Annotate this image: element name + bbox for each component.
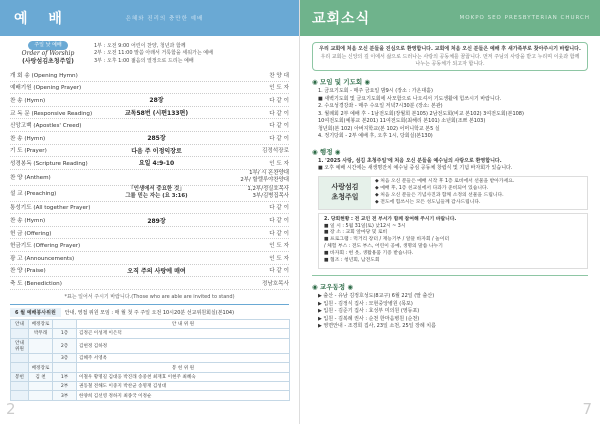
item-leader: 다 같 이 [269, 97, 289, 104]
news-line: 2. 수요성경강좌 - 매주 수요일 저녁7시30분 (장소: 본관) [318, 103, 443, 110]
item-leader: 다 같 이 [269, 268, 289, 275]
cell: 안내위원 [11, 338, 29, 353]
volunteer-desc: 안내, 영접 위원 모임 : 매 월 첫 주 주일 오전 10시20분 선교위원회실(본104) [64, 309, 235, 316]
item-name: 교 독 문 (Responsive Reading) [10, 110, 93, 117]
cell: 안 내 위 원 [77, 319, 290, 328]
campaign-line: ◆ 처음 오신 분들은 예배 시작 후 1층 로비에서 선물을 받아가세요. [375, 178, 515, 184]
cell: 2층 [53, 338, 77, 353]
news-line: ▶ 입원 - 김복례 권사 : 순천 한마음병원 (순천) [318, 315, 420, 322]
cell: 1층 [53, 329, 77, 338]
item-name: 통성기도 (All together Prayer) [10, 205, 91, 212]
item-detail: 285장 [147, 135, 166, 143]
cell [29, 391, 53, 400]
bazaar-line: ■ 장 소 : 교회 앞마당 및 로비 [324, 230, 388, 236]
news-line: 3. 월례회 2부 예배 후 - 1남전도회(장월희 본105) 2남전도회(비교 본102) 3여전도회(본108) [318, 110, 524, 117]
service-times [86, 41, 289, 66]
item-detail: 요일 4:9-10 [138, 160, 175, 168]
item-leader: 1,2부/정실호목사 3부/김병집목사 [247, 186, 289, 200]
worship-row [10, 170, 289, 186]
volunteer-table [10, 319, 290, 401]
worship-row [10, 107, 289, 120]
cell: 이철우 황명길 김대웅 박진래 송중천 최재효 이현주 최혜숙 [77, 372, 290, 381]
news-line: ▶ 영면안내 - 조경희 집사, 23일 소천, 25일 장례 치름 [318, 323, 436, 330]
cell [53, 363, 77, 372]
item-name: 찬 양 (Anthem) [10, 175, 51, 182]
order-tag: 주일 낮 예배 [28, 41, 67, 50]
item-leader: 김정석장로 [261, 148, 289, 155]
cell [29, 353, 53, 362]
section-divider [312, 275, 588, 276]
welcome-box [312, 42, 588, 71]
worship-row [10, 119, 289, 132]
item-name: 찬 송 (Hymn) [10, 97, 46, 104]
section-title: ◉ 교우동정 ◉ [312, 283, 353, 292]
item-detail: 28장 [149, 97, 164, 105]
item-leader: 인 도 자 [269, 160, 289, 167]
worship-row [10, 132, 289, 145]
news-line: 1. '2025 사랑, 섬김 초청주일'에 처음 오신 분들을 예수님의 사랑으로 환영합니다. [318, 157, 502, 164]
news-line: ■ 새벽기도회 및 금요기도회에 사모함으로 나오셔서 기도생활에 힘쓰시기 바랍니다. [318, 95, 502, 102]
admin-section [312, 147, 588, 269]
bazaar-line: ■ 협조 : 청년회, 남전도회 [324, 258, 380, 264]
cell: 봉 헌 위 원 [77, 363, 290, 372]
cell: 한양희 김선영 정하지 최종국 이정순 [77, 391, 290, 400]
cell: 3부 [53, 391, 77, 400]
cell: 배정장로 [29, 363, 53, 372]
worship-row [10, 277, 289, 290]
sermon-title: 「인생에서 중요한 것」 그를 믿는 자는 (요 3:16) [125, 186, 188, 200]
worship-row [10, 202, 289, 215]
worship-row [10, 265, 289, 278]
cell [11, 391, 29, 400]
cell: 권동철 전해도 이중지 박찬균 송명재 김성대 [77, 382, 290, 391]
item-name: 예배기원 (Opening Prayer) [10, 85, 82, 92]
worship-row [10, 214, 289, 227]
cell: 배정장로 [29, 319, 53, 328]
campaign-line: ◆ 처음 오신 분들은 기념사진과 함께 소정의 선물을 드립니다. [375, 192, 504, 198]
worship-row [10, 69, 289, 82]
news-line: ▶ 출산 - 유남 김정호성도(8교구) 6월 22일 (딸 출산) [318, 293, 435, 300]
cell: 3층 [53, 353, 77, 362]
item-name: 축 도 (Benediction) [10, 281, 62, 288]
item-leader: 정남호목사 [261, 281, 289, 288]
item-leader: 다 같 이 [269, 110, 289, 117]
volunteer-header [10, 304, 289, 317]
order-box [10, 41, 86, 66]
news-line: ▶ 입원 - 김준기 집사 : 효성부 미의원 (영등포) [318, 308, 420, 315]
cell [11, 363, 29, 372]
cell [11, 329, 29, 338]
item-name: 광 고 (Announcements) [10, 255, 75, 262]
cell: 김정곤 이성재 이은덕 [77, 329, 290, 338]
item-leader: 다 같 이 [269, 218, 289, 225]
item-name: 신앙고백 (Apostles' Creed) [10, 123, 82, 130]
item-name: 성경봉독 (Scripture Reading) [10, 160, 88, 167]
section-title: ◉ 행정 ◉ [312, 147, 341, 156]
table-row [11, 353, 290, 362]
bazaar-line: ■ 바자회 : 헌 옷, 생활용품 기증 받습니다. [324, 251, 414, 257]
item-name: 개 회 송 (Opening Hymn) [10, 72, 78, 79]
service-time: 1부 : 오전 9:00 어린이 찬양, 청년과 함께 [94, 43, 186, 49]
table-row [11, 391, 290, 400]
campaign-line: ◆ 전도에 힘쓰시는 모든 성도님들께 감사드립니다. [375, 199, 481, 205]
news-line: ▶ 입원 - 김정식 집사 : 모현중앙병원 (목포) [318, 300, 413, 307]
item-leader: 다 같 이 [269, 123, 289, 130]
item-leader: 다 같 이 [269, 135, 289, 142]
table-row [11, 382, 290, 391]
campaign-line: ◆ 예배 후, 1층 친교실에서 다과가 준비되어 있습니다. [375, 185, 489, 191]
item-leader: 다 같 이 [269, 205, 289, 212]
welcome-subtext: 우리 교회는 신앙의 깊 이에서 삶으로 드러나는 사랑의 공동체를 꿈꿉니다. 먼저 주님의 사랑을 받고 누리며 이웃과 함께 나누는 공동체가 되고자 합니다. [320, 53, 580, 67]
worship-row [10, 157, 289, 170]
item-leader: 인 도 자 [269, 243, 289, 250]
cell: 2부 [53, 382, 77, 391]
item-detail: 다음 주 이정익장로 [131, 147, 182, 155]
news-line: 4. 정기당회 - 2부 예배 후, 오후 1시, 당회실(본130) [318, 133, 433, 140]
cell: 안내 [11, 319, 29, 328]
order-english: Order of Worship [21, 49, 75, 57]
cell: 김현정 김하정 [77, 338, 290, 353]
page-number: 7 [582, 400, 592, 418]
worship-header [0, 0, 299, 36]
item-leader: 다 같 이 [269, 230, 289, 237]
welcome-text: 우리 교회에 처음 오신 분들을 진심으로 환영합니다. 교회에 처음 오신 분들은 예배 후 새가족부로 찾아주시기 바랍니다. [319, 46, 581, 52]
cell: 박무래 [29, 329, 53, 338]
news-line: 10여전도회(예봉교 본201) 11여전도회(최해리 본101) 소년회(조쁘 본103) [318, 118, 486, 125]
cell [29, 382, 53, 391]
item-leader: 1부/ 시 온찬양대 2부/ 할렐루야찬양대 [240, 170, 289, 184]
service-time: 3부 : 오후 1:00 젊음의 열정으로 드리는 예배 [94, 57, 194, 64]
item-name: 찬 송 (Hymn) [10, 218, 46, 225]
item-detail: 오직 주의 사랑에 매여 [127, 267, 186, 275]
news-page [300, 0, 600, 424]
news-header [300, 0, 600, 36]
worship-row [10, 82, 289, 95]
order-of-worship [0, 69, 299, 290]
item-name: 헌 금 (Offering) [10, 230, 52, 237]
table-row [11, 338, 290, 353]
worship-row [10, 239, 289, 252]
item-leader: 인 도 자 [269, 255, 289, 262]
item-leader: 인 도 자 [269, 85, 289, 92]
cell [11, 353, 29, 362]
cell: 1부 [53, 372, 77, 381]
item-detail: 289장 [147, 217, 166, 225]
news-line: 1. 금요기도회 - 매주 금요일 밤9시 (장소 : 가온대홀) [318, 88, 433, 95]
worship-row [10, 227, 289, 240]
bazaar-box [318, 213, 588, 270]
campaign-box [318, 176, 588, 210]
news-line: ■ 오후 예배 시간에는 새생명잔치 예수님 중심 공동체 창립식 및 기념 바자회가 있습니다. [318, 165, 513, 172]
cell: 김 천 [29, 372, 53, 381]
service-time: 2부 : 오전 11:00 말씀 아래서 거룩함을 세워가는 예배 [94, 50, 213, 57]
bazaar-line: 2. 당회현황 : 전 교인 전 부서가 함께 참여해 주시기 바랍니다. [324, 216, 457, 222]
order-header [0, 36, 299, 69]
table-row [11, 363, 290, 372]
item-name: 찬 송 (Hymn) [10, 135, 46, 142]
table-row [11, 372, 290, 381]
news-title: 교회소식 [312, 11, 371, 27]
item-detail: 교독58번 (시편133편) [124, 110, 189, 118]
worship-row [10, 186, 289, 202]
cell: 봉헌 [11, 372, 29, 381]
item-name: 찬 양 (Praise) [10, 268, 46, 275]
item-leader: 찬 양 대 [269, 72, 289, 79]
item-name: 헌금기도 (Offering Prayer) [10, 243, 81, 250]
cell [11, 382, 29, 391]
worship-row [10, 145, 289, 158]
worship-row [10, 252, 289, 265]
table-row [11, 329, 290, 338]
member-news-section [312, 282, 588, 331]
campaign-label: 사랑섬김 초청주일 [319, 177, 371, 209]
cell [53, 319, 77, 328]
news-line: 청년회(본 102) 아버지학교(본 102) 어머니학교 본5 실 [318, 125, 440, 132]
bazaar-line: ■ 일 시 : 5월 31일(토) 낮12시 ~ 3시 [324, 223, 406, 229]
church-name: MOKPO SEO PRESBYTERIAN CHURCH [459, 15, 590, 21]
cell [29, 338, 53, 353]
worship-subtitle: 은혜와 진리의 충만한 예배 [125, 16, 204, 22]
volunteer-badge: 6 월 예배봉사위원 [10, 308, 61, 317]
item-name: 기 도 (Prayer) [10, 148, 47, 155]
stand-note: *표는 일어서 주시기 바랍니다.(Those who are able are invited to stand) [64, 293, 235, 300]
page-number: 2 [6, 400, 16, 418]
bazaar-line: / 체험 부스 : 전도 부스, 어린이 공예, 생명의 말씀 나누기 [324, 244, 443, 250]
meetings-section [312, 77, 588, 141]
section-title: ◉ 모임 및 기도회 ◉ [312, 78, 371, 87]
table-row [11, 319, 290, 328]
cell: 김혜주 서영옥 [77, 353, 290, 362]
worship-title: 예 배 [14, 11, 70, 27]
bazaar-line: ■ 프로그램 : 먹거리 장터 / 재능기부 / 알뜰 바자회 / 놀이터 [324, 237, 450, 243]
worship-row [10, 94, 289, 107]
item-name: 설 교 (Preaching) [10, 191, 57, 198]
order-korean: (사랑섬김초청주일) [22, 57, 74, 65]
